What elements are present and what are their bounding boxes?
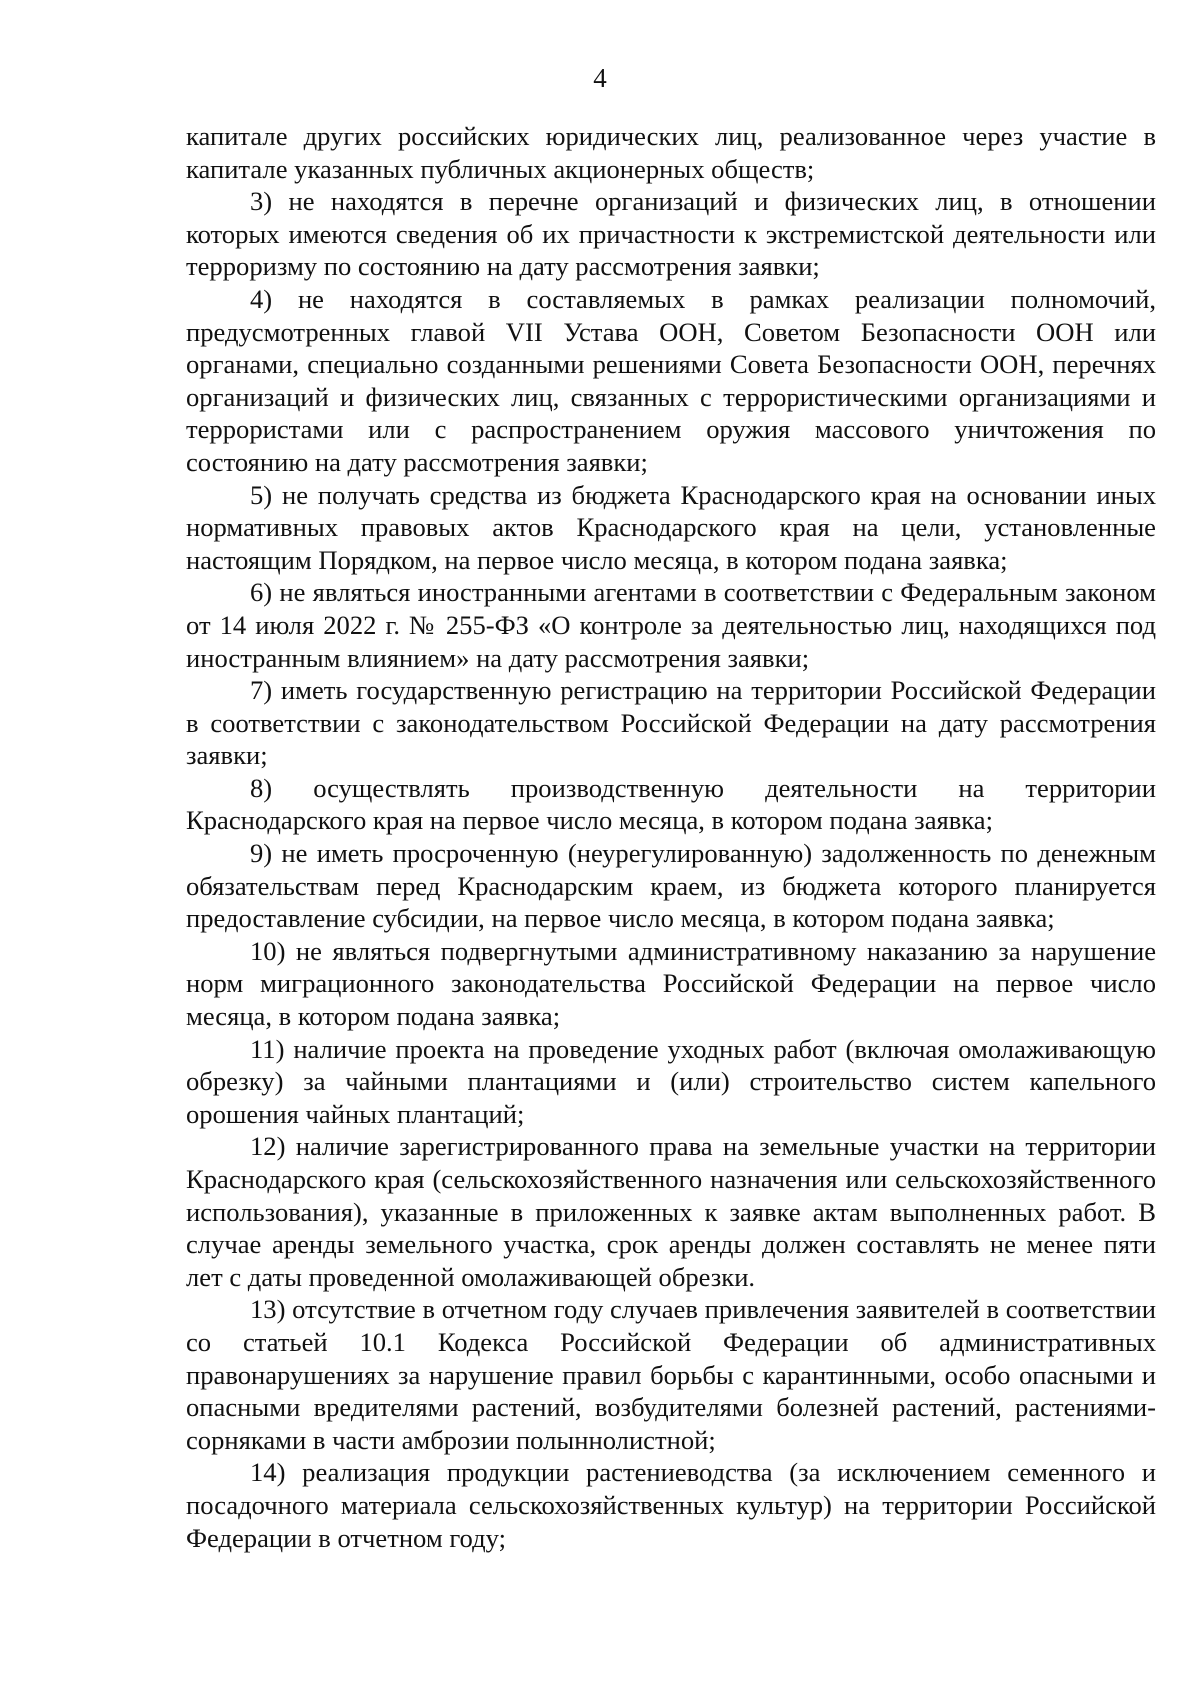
paragraph-item-4: 4) не находятся в составляемых в рамках реализации полномочий, предусмотренных главой VII Устава ООН, Советом Безопасности ООН или органами, специально созданными решениями Совета Безопасности ООН, перечнях организаций и физических лиц, связанных с террористическими организациями и террористами или с распространением оружия массового уничтожения по состоянию на дату рассмотрения заявки; [186, 283, 1156, 477]
paragraph-item-5: 5) не получать средства из бюджета Краснодарского края на основании иных нормативных правовых актов Краснодарского края на цели, установленные настоящим Порядком, на первое число месяца, в котором подана заявка; [186, 479, 1156, 575]
paragraph-item-6: 6) не являться иностранными агентами в соответствии с Федеральным законом от 14 июля 2022 г. № 255-ФЗ «О контроле за деятельностью лиц, находящихся под иностранным влиянием» на дату рассмотрения заявки; [186, 577, 1156, 673]
paragraph-item-13: 13) отсутствие в отчетном году случаев привлечения заявителей в соответствии со статьей 10.1 Кодекса Российской Федерации об административных правонарушениях за нарушение правил борьбы с карантинными, особо опасными и опасными вредителями растений, возбудителями болезней растений, растениями-сорняками в части амброзии полыннолистной; [186, 1294, 1156, 1455]
paragraph-item-11: 11) наличие проекта на проведение уходных работ (включая омолаживающую обрезку) за чайными плантациями и (или) строительство систем капельного орошения чайных плантаций; [186, 1033, 1156, 1129]
page-number: 4 [593, 63, 607, 93]
paragraph-item-12: 12) наличие зарегистрированного права на земельные участки на территории Краснодарского края (сельскохозяйственного назначения или сельскохозяйственного использования), указанные в приложенных к заявке актам выполненных работ. В случае аренды земельного участка, срок аренды должен составлять не менее пяти лет с даты проведенной омолаживающей обрезки. [186, 1131, 1156, 1292]
paragraph-item-7: 7) иметь государственную регистрацию на территории Российской Федерации в соответствии с законодательством Российской Федерации на дату рассмотрения заявки; [186, 675, 1156, 771]
paragraph-item-10: 10) не являться подвергнутыми административному наказанию за нарушение норм миграционного законодательства Российской Федерации на первое число месяца, в котором подана заявка; [186, 935, 1156, 1032]
paragraph-item-8: 8) осуществлять производственную деятельности на территории Краснодарского края на первое число месяца, в котором подана заявка; [186, 772, 1156, 836]
document-body [186, 120, 1156, 1554]
paragraph-item-14: 14) реализация продукции растениеводства (за исключением семенного и посадочного материала сельскохозяйственных культур) на территории Российской Федерации в отчетном году; [186, 1457, 1156, 1553]
paragraph-continuation: капитале других российских юридических лиц, реализованное через участие в капитале указанных публичных акционерных обществ; [186, 121, 1156, 184]
paragraph-item-3: 3) не находятся в перечне организаций и физических лиц, в отношении которых имеются сведения об их причастности к экстремистской деятельности или терроризму по состоянию на дату рассмотрения заявки; [186, 186, 1156, 282]
paragraph-item-9: 9) не иметь просроченную (неурегулированную) задолженность по денежным обязательствам перед Краснодарским краем, из бюджета которого планируется предоставление субсидии, на первое число месяца, в котором подана заявка; [186, 838, 1156, 934]
